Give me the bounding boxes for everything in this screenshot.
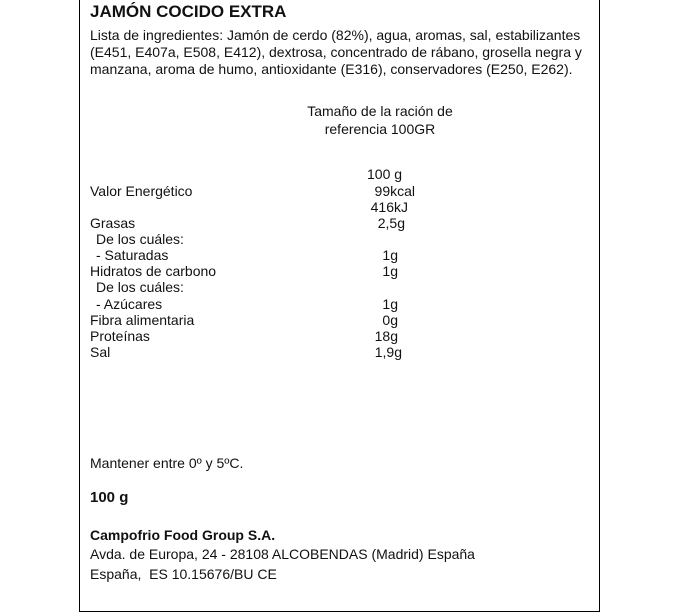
net-weight: 100 g bbox=[90, 489, 129, 506]
storage-instructions: Mantener entre 0º y 5ºC. bbox=[90, 455, 244, 471]
company-name: Campofrio Food Group S.A. bbox=[90, 527, 276, 543]
nutrient-label-saturated: - Saturadas bbox=[96, 247, 169, 263]
product-title: JAMÓN COCIDO EXTRA bbox=[90, 2, 287, 21]
ingredients-list: Lista de ingredientes: Jamón de cerdo (82%), agua, aromas, sal, estabilizantes (E451, E407a, E508, E412), dextrosa, concentrado de rábano, grosella negra y manzana, aroma de humo, antioxidante (E316), conservadores (E250, E262). bbox=[90, 27, 582, 77]
nutrient-label-salt: Sal bbox=[90, 344, 111, 360]
nutrient-label-sugars: - Azúcares bbox=[96, 296, 163, 312]
nutrient-label-of-which-2: De los cuáles: bbox=[96, 279, 184, 295]
per-100g-header: 100 g bbox=[367, 166, 403, 182]
nutrient-label-of-which: De los cuáles: bbox=[96, 231, 184, 247]
company-registry: España, ES 10.15676/BU CE bbox=[90, 566, 277, 582]
serving-line-1: Tamaño de la ración de bbox=[307, 103, 453, 119]
energy-kj: 416kJ bbox=[370, 199, 408, 215]
nutrient-label-fat: Grasas bbox=[90, 215, 136, 231]
nutrient-value-salt: 1,9g bbox=[374, 344, 402, 360]
nutrient-value-fat: 2,5g bbox=[377, 215, 405, 231]
nutrient-value-sugars: 1g bbox=[382, 296, 398, 312]
nutrient-label-carbs: Hidratos de carbono bbox=[90, 263, 217, 279]
nutrient-value-carbs: 1g bbox=[382, 263, 398, 279]
serving-line-2: referencia 100GR bbox=[324, 121, 436, 137]
energy-label: Valor Energético bbox=[90, 183, 193, 199]
nutrient-value-protein: 18g bbox=[374, 328, 398, 344]
energy-kcal: 99kcal bbox=[374, 183, 415, 199]
nutrient-label-fiber: Fibra alimentaria bbox=[90, 312, 195, 328]
serving-size bbox=[300, 102, 460, 138]
nutrient-value-saturated: 1g bbox=[382, 247, 398, 263]
company-address: Avda. de Europa, 24 - 28108 ALCOBENDAS (Madrid) España bbox=[90, 546, 475, 562]
nutrient-label-protein: Proteínas bbox=[90, 328, 150, 344]
nutrient-value-fiber: 0g bbox=[382, 312, 398, 328]
